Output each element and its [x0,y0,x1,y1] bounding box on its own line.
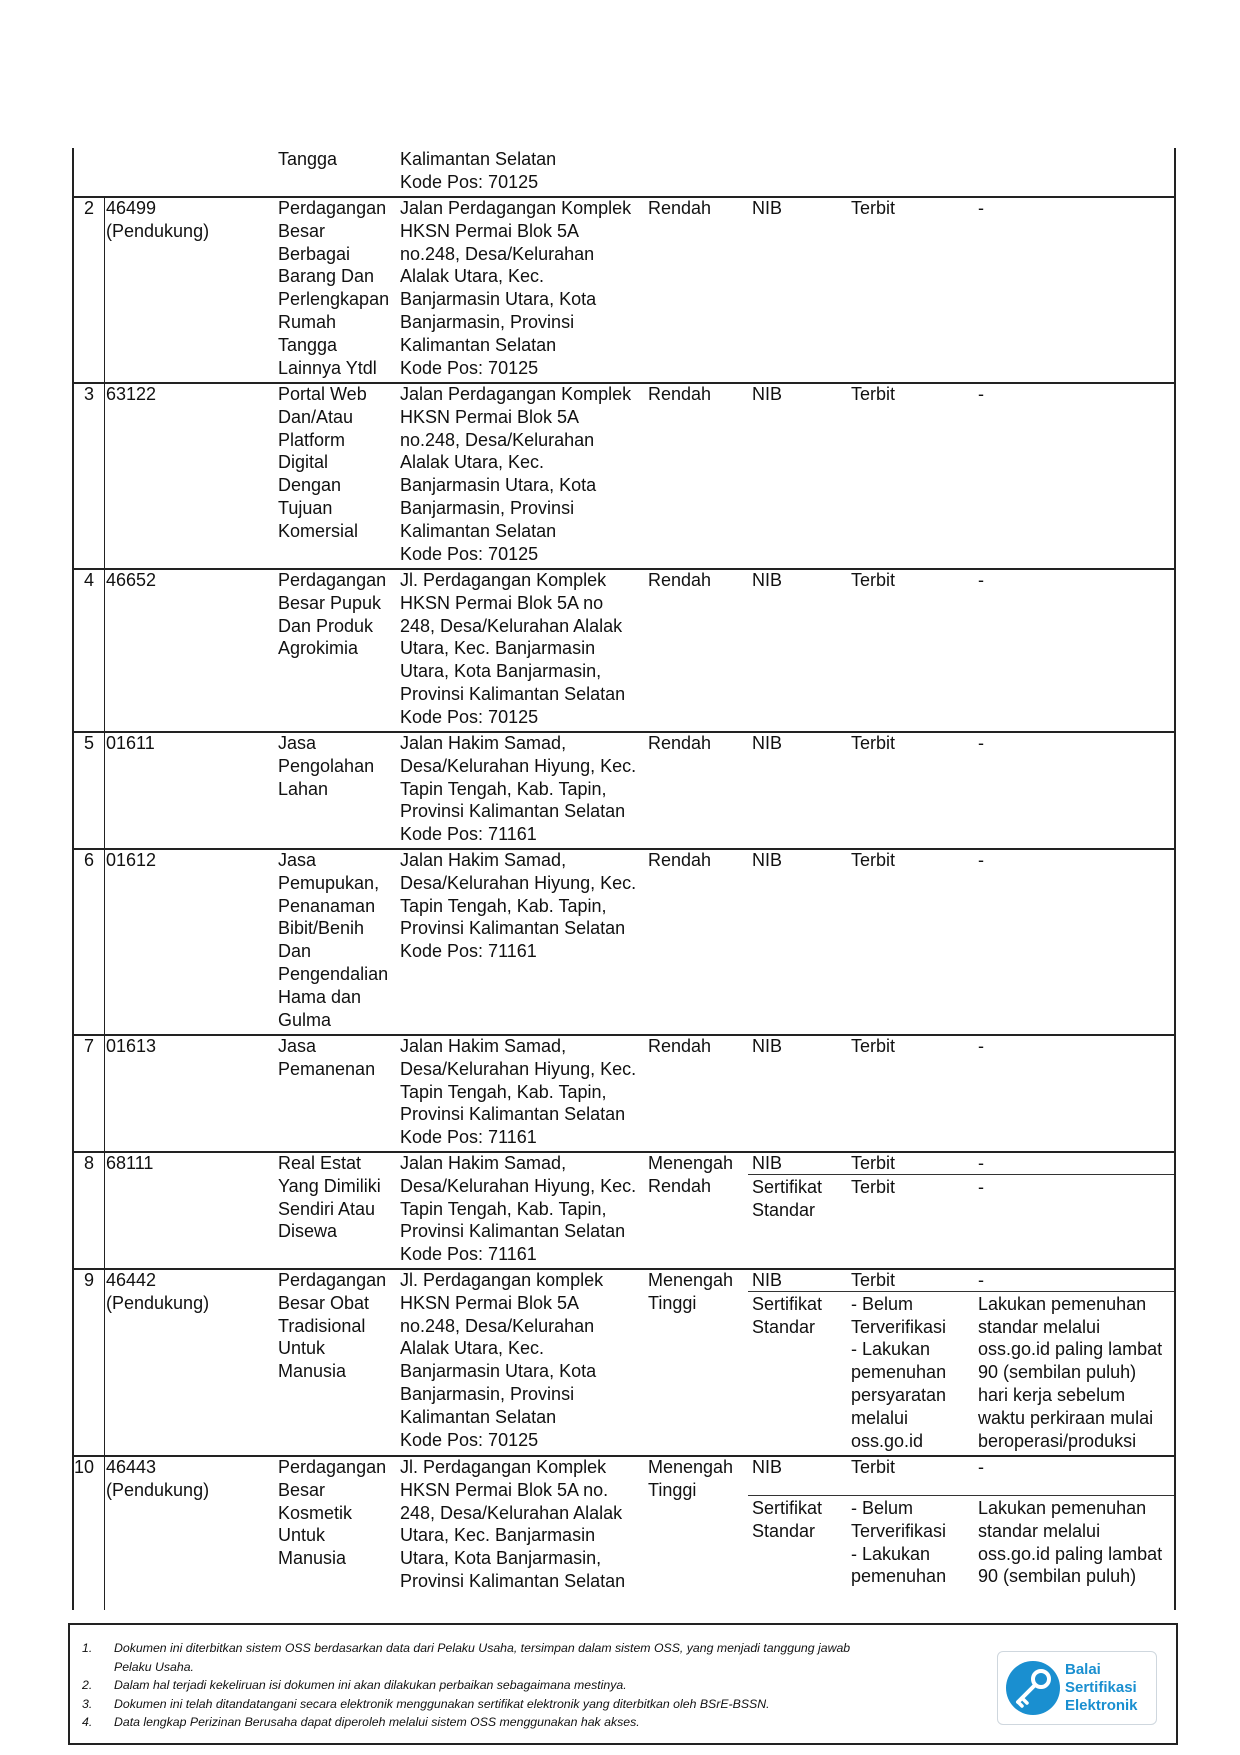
kbli-title: Yang Dimiliki [278,1175,381,1196]
location-address: HKSN Permai Blok 5A no. [400,1479,609,1500]
kbli-title: Jasa [278,733,317,753]
row-number: 2 [83,198,94,218]
row-number: 10 [73,1457,94,1477]
risk-level: Rendah [648,733,712,753]
row-divider [72,848,1175,850]
risk-level: Rendah [648,1036,712,1056]
location-address: Jalan Hakim Samad, [400,1153,567,1173]
bsre-logo [997,1651,1157,1725]
location-address: Banjarmasin, Provinsi [400,498,575,518]
permit-type: NIB [752,1270,783,1290]
permit-type: NIB [752,1457,783,1477]
location-address: Jalan Hakim Samad, [400,1036,567,1056]
permit-type: NIB [752,384,783,404]
permit-status: pemenuhan [851,1566,947,1587]
kbli-title: Gulma [278,1009,332,1030]
location-address: 248, Desa/Kelurahan Alalak [400,1502,623,1523]
location-address: Alalak Utara, Kec. [400,266,545,287]
permit-type: NIB [752,850,783,870]
kbli-title: Jasa [278,1036,317,1056]
kbli-title: Pemanenan [278,1058,376,1079]
kbli-title: Untuk [278,1525,326,1546]
row-number: 8 [83,1153,94,1173]
location-address: Provinsi Kalimantan Selatan [400,1221,626,1242]
kbli-title: Manusia [278,1548,347,1569]
permit-status: Terbit [851,1176,896,1197]
kbli-title: Platform [278,429,346,450]
location-address: Kode Pos: 70125 [400,706,539,727]
risk-level: Rendah [648,570,712,590]
permit-type: Standar [752,1316,816,1337]
kbli-code: 01613 [106,1036,157,1056]
location-address: Jl. Perdagangan komplek [400,1270,604,1290]
table-border-left [72,148,74,1610]
location-address: Jalan Perdagangan Komplek [400,384,632,404]
kbli-title: Besar Pupuk [278,592,382,613]
permit-status: pemenuhan [851,1362,947,1383]
kbli-title: Dan/Atau [278,406,354,427]
permit-status: Terverifikasi [851,1520,947,1541]
permit-status: Terbit [851,850,896,870]
row-divider [72,568,1175,570]
permit-note: Lakukan pemenuhan [978,1293,1147,1314]
risk-level: Menengah [648,1153,734,1173]
location-address: Utara, Kota Banjarmasin, [400,1548,602,1569]
permit-status: melalui [851,1407,909,1428]
kbli-code: (Pendukung) [106,220,210,241]
location-address: Kode Pos: 70125 [400,357,539,378]
note-text: Dalam hal terjadi kekeliruan isi dokumen ini akan dilakukan perbaikan sebagaimana mestinya. [114,1678,627,1692]
location-address: Banjarmasin Utara, Kota [400,475,597,496]
permit-status: Terbit [851,198,896,218]
kbli-title: Rumah [278,312,337,332]
kbli-title: Besar [278,220,326,241]
location-address: no.248, Desa/Kelurahan [400,1315,595,1336]
permit-note: standar melalui [978,1316,1101,1337]
kbli-code: 68111 [106,1153,154,1173]
location-address: Provinsi Kalimantan Selatan [400,801,626,822]
location-address: Jalan Hakim Samad, [400,850,567,870]
risk-level: Tinggi [648,1292,697,1313]
kbli-title: Manusia [278,1361,347,1382]
risk-level: Menengah [648,1457,734,1477]
permit-note: - [978,1036,984,1056]
row-number: 7 [83,1036,94,1056]
permit-status: - Lakukan [851,1543,931,1564]
kbli-code: (Pendukung) [106,1292,210,1313]
permit-note: Lakukan pemenuhan [978,1498,1147,1518]
permit-note: hari kerja sebelum [978,1385,1126,1405]
permit-type: NIB [752,733,783,753]
location-address: Kalimantan Selatan [400,1406,557,1427]
location-address: Provinsi Kalimantan Selatan [400,1571,626,1591]
kbli-title: Lahan [278,778,329,799]
bsre-key-icon [1003,1658,1063,1718]
kbli-title: Pemupukan, [278,872,380,893]
row-divider [72,1268,1175,1270]
kbli-title: Dan [278,941,312,962]
table-border-right [1174,148,1176,1610]
location-address: Desa/Kelurahan Hiyung, Kec. [400,1058,637,1079]
kbli-title: Berbagai [278,243,351,264]
risk-level: Rendah [648,384,712,404]
kbli-title: Sendiri Atau [278,1198,376,1219]
kbli-title: Komersial [278,520,359,541]
kbli-title: Perdagangan [278,198,387,218]
location-address: Tapin Tengah, Kab. Tapin, [400,1081,607,1102]
permit-note: oss.go.id paling lambat [978,1543,1163,1564]
location-address: Banjarmasin Utara, Kota [400,1361,597,1382]
location-address: Kode Pos: 70125 [400,543,539,564]
location-address: Jalan Hakim Samad, [400,733,567,753]
permit-note: waktu perkiraan mulai [978,1407,1154,1428]
kbli-title: Tujuan [278,498,333,518]
kbli-title: Dengan [278,475,342,496]
kbli-title: Tangga [278,334,338,355]
location-address: no.248, Desa/Kelurahan [400,429,595,450]
kbli-title: Bibit/Benih [278,918,365,939]
location-address: Banjarmasin, Provinsi [400,1384,575,1404]
permit-status: Terbit [851,1036,896,1056]
location-address: Jl. Perdagangan Komplek [400,570,607,590]
row-number: 4 [83,570,94,590]
permit-note: - [978,384,984,404]
row-divider [72,1034,1175,1036]
kbli-title: Untuk [278,1338,326,1359]
note-text: Pelaku Usaha. [114,1659,194,1674]
location-address: no.248, Desa/Kelurahan [400,243,595,264]
risk-level: Rendah [648,1175,712,1196]
permit-status: - Lakukan [851,1339,931,1360]
location-address: Tapin Tengah, Kab. Tapin, [400,895,607,916]
kbli-title: Perdagangan [278,1270,387,1290]
row-number: 6 [83,850,94,870]
col-divider-no [104,196,105,1610]
permit-type: Sertifikat [752,1176,823,1197]
risk-level: Rendah [648,198,712,218]
location-address: Provinsi Kalimantan Selatan [400,684,626,704]
location-address: Utara, Kec. Banjarmasin [400,1525,596,1546]
permit-status: persyaratan [851,1385,947,1405]
location-address: Kode Pos: 70125 [400,1429,539,1450]
note-number: 3. [82,1696,93,1711]
location-address: HKSN Permai Blok 5A [400,406,580,427]
risk-level: Menengah [648,1270,734,1290]
permit-status: Terbit [851,1270,896,1290]
kbli-code: 63122 [106,384,157,404]
note-number: 4. [82,1715,93,1729]
permit-type: Standar [752,1520,816,1541]
kbli-title: Pengendalian [278,964,389,984]
logo-text-line-3: Elektronik [1065,1697,1138,1714]
permit-status: Terbit [851,1457,896,1477]
row-divider [72,731,1175,733]
permit-type: Sertifikat [752,1498,823,1518]
kbli-title: Perdagangan [278,1457,387,1477]
row-number: 9 [83,1270,94,1290]
location-address: Desa/Kelurahan Hiyung, Kec. [400,1175,637,1196]
note-number: 1. [82,1641,93,1655]
logo-text-line-1: Balai [1065,1661,1101,1678]
location-address: Banjarmasin Utara, Kota [400,289,597,310]
location-address: Kode Pos: 71161 [400,1244,537,1265]
permit-status: - Belum [851,1293,914,1314]
location-address: Kode Pos: 71161 [400,1127,537,1148]
location-address: Banjarmasin, Provinsi [400,312,575,332]
risk-level: Rendah [648,850,712,870]
permit-note: beroperasi/produksi [978,1430,1137,1451]
location-address: Kalimantan Selatan [400,149,557,169]
location-address: Kode Pos: 71161 [400,824,537,845]
kbli-code: 46443 [106,1457,157,1477]
risk-level: Tinggi [648,1479,697,1500]
permit-note: 90 (sembilan puluh) [978,1362,1137,1383]
kbli-title: Besar [278,1479,326,1500]
kbli-title: Hama dan [278,986,362,1007]
kbli-title: Jasa [278,850,317,870]
row-divider [72,1455,1175,1457]
location-address: Kalimantan Selatan [400,334,557,355]
permit-status: Terbit [851,733,896,753]
location-address: HKSN Permai Blok 5A [400,220,580,241]
permit-note: - [978,1270,984,1290]
row-number: 5 [83,733,94,753]
location-address: Jl. Perdagangan Komplek [400,1457,607,1477]
permit-note: - [978,1176,984,1197]
note-text: Dokumen ini diterbitkan sistem OSS berdasarkan data dari Pelaku Usaha, tersimpan dalam sistem OSS, yang menjadi tanggung jawab [114,1641,851,1655]
location-address: Kode Pos: 71161 [400,941,537,962]
kbli-code: 46499 [106,198,157,218]
permit-note: - [978,1457,984,1477]
perizinan-subrow-divider [748,1495,1175,1496]
kbli-title: Penanaman [278,895,376,916]
logo-text-line-2: Sertifikasi [1065,1679,1137,1696]
location-address: Kode Pos: 70125 [400,171,539,192]
kbli-code: 01612 [106,850,157,870]
location-address: Provinsi Kalimantan Selatan [400,918,626,939]
note-text: Data lengkap Perizinan Berusaha dapat diperoleh melalui sistem OSS menggunakan hak akses. [114,1715,640,1729]
location-address: Provinsi Kalimantan Selatan [400,1104,626,1125]
kbli-title: Perlengkapan [278,289,390,310]
location-address: Jalan Perdagangan Komplek [400,198,632,218]
permit-type: Sertifikat [752,1293,823,1314]
location-address: Kalimantan Selatan [400,520,557,541]
permit-note: - [978,850,984,870]
permit-status: Terbit [851,384,896,404]
kbli-title: Lainnya Ytdl [278,357,377,378]
permit-status: Terbit [851,570,896,590]
note-text: Dokumen ini telah ditandatangani secara elektronik menggunakan sertifikat elektronik yang diterbitkan oleh BSrE-BSSN. [114,1696,770,1711]
permit-note: - [978,733,984,753]
location-address: Tapin Tengah, Kab. Tapin, [400,1198,607,1219]
location-address: 248, Desa/Kelurahan Alalak [400,615,623,636]
permit-status: oss.go.id [851,1430,924,1451]
permit-note: oss.go.id paling lambat [978,1339,1163,1360]
kbli-title: Tradisional [278,1315,366,1336]
location-address: Desa/Kelurahan Hiyung, Kec. [400,755,637,776]
permit-type: NIB [752,570,783,590]
permit-note: 90 (sembilan puluh) [978,1566,1137,1587]
permit-status: Terbit [851,1153,896,1173]
permit-type: Standar [752,1199,816,1220]
permit-note: - [978,570,984,590]
kbli-title: Kosmetik [278,1502,353,1523]
location-address: Alalak Utara, Kec. [400,452,545,473]
kbli-title: Digital [278,452,329,473]
kbli-title: Disewa [278,1221,338,1242]
location-address: Utara, Kota Banjarmasin, [400,661,602,682]
kbli-title: Agrokimia [278,638,359,659]
location-address: HKSN Permai Blok 5A no [400,592,604,613]
kbli-title: Barang Dan [278,266,375,287]
kbli-title: Tangga [278,149,338,169]
permit-type: NIB [752,1036,783,1056]
permit-note: - [978,1153,984,1173]
location-address: Desa/Kelurahan Hiyung, Kec. [400,872,637,893]
kbli-code: (Pendukung) [106,1479,210,1500]
permit-type: NIB [752,198,783,218]
kbli-title: Pengolahan [278,755,375,776]
location-address: HKSN Permai Blok 5A [400,1292,580,1313]
row-number: 3 [83,384,94,404]
note-number: 2. [82,1678,93,1692]
kbli-title: Portal Web [278,384,367,404]
kbli-code: 01611 [106,733,155,753]
location-address: Alalak Utara, Kec. [400,1338,545,1359]
kbli-title: Real Estat [278,1153,362,1173]
kbli-title: Perdagangan [278,570,387,590]
location-address: Utara, Kec. Banjarmasin [400,638,596,659]
permit-status: Terverifikasi [851,1316,947,1337]
kbli-title: Besar Obat [278,1292,370,1313]
permit-type: NIB [752,1153,783,1173]
permit-note: - [978,198,984,218]
permit-status: - Belum [851,1498,914,1518]
row-divider [72,1151,1175,1153]
location-address: Tapin Tengah, Kab. Tapin, [400,778,607,799]
kbli-title: Dan Produk [278,615,374,636]
permit-note: standar melalui [978,1520,1101,1541]
kbli-code: 46442 [106,1270,157,1290]
kbli-code: 46652 [106,570,157,590]
